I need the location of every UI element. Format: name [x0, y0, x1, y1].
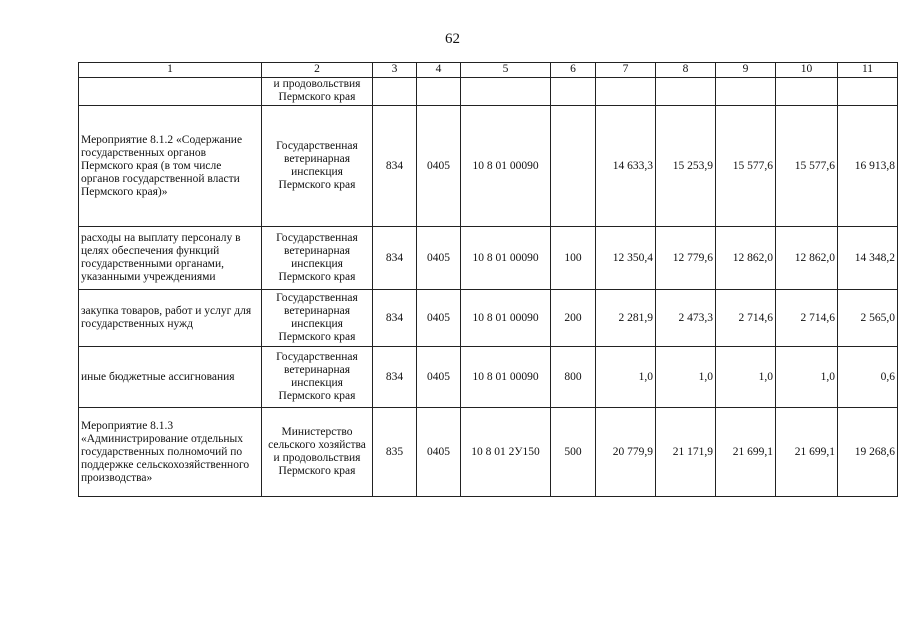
amount-cell: 12 862,0: [716, 227, 776, 290]
amount-cell: 2 473,3: [656, 290, 716, 347]
code-cell: [551, 78, 596, 106]
code-cell: 10 8 01 00090: [461, 290, 551, 347]
column-header: 9: [716, 63, 776, 78]
amount-cell: 2 565,0: [838, 290, 898, 347]
amount-cell: 1,0: [776, 347, 838, 408]
amount-cell: 12 350,4: [596, 227, 656, 290]
table-row: [79, 347, 898, 408]
code-cell: 100: [551, 227, 596, 290]
code-cell: [551, 106, 596, 227]
amount-cell: 15 577,6: [776, 106, 838, 227]
code-cell: 834: [373, 347, 417, 408]
code-cell: 834: [373, 227, 417, 290]
amount-cell: 12 862,0: [776, 227, 838, 290]
column-header: 3: [373, 63, 417, 78]
amount-cell: 21 699,1: [776, 408, 838, 497]
amount-cell: 1,0: [716, 347, 776, 408]
amount-cell: [838, 78, 898, 106]
amount-cell: 19 268,6: [838, 408, 898, 497]
activity-name-cell: расходы на выплату персоналу в целях обеспечения функций государственными органами, указанными учреждениями: [79, 227, 262, 290]
amount-cell: 1,0: [656, 347, 716, 408]
amount-cell: 14 633,3: [596, 106, 656, 227]
table-row: [79, 78, 898, 106]
code-cell: 800: [551, 347, 596, 408]
table-row: [79, 106, 898, 227]
code-cell: 10 8 01 00090: [461, 106, 551, 227]
code-cell: 10 8 01 2У150: [461, 408, 551, 497]
code-cell: 0405: [417, 227, 461, 290]
code-cell: 834: [373, 290, 417, 347]
table-row: [79, 227, 898, 290]
code-cell: [417, 78, 461, 106]
amount-cell: 1,0: [596, 347, 656, 408]
code-cell: 0405: [417, 408, 461, 497]
executor-cell: Государственная ветеринарная инспекция Пермского края: [262, 227, 373, 290]
activity-name-cell: [79, 78, 262, 106]
code-cell: 200: [551, 290, 596, 347]
code-cell: 834: [373, 106, 417, 227]
activity-name-cell: закупка товаров, работ и услуг для государственных нужд: [79, 290, 262, 347]
code-cell: 0405: [417, 347, 461, 408]
amount-cell: [716, 78, 776, 106]
column-header: 8: [656, 63, 716, 78]
column-header: 6: [551, 63, 596, 78]
amount-cell: 2 281,9: [596, 290, 656, 347]
code-cell: 500: [551, 408, 596, 497]
code-cell: 835: [373, 408, 417, 497]
column-header: 11: [838, 63, 898, 78]
table-row: [79, 408, 898, 497]
amount-cell: [596, 78, 656, 106]
column-header: 1: [79, 63, 262, 78]
column-number-row: [79, 63, 898, 78]
amount-cell: [776, 78, 838, 106]
activity-name-cell: Мероприятие 8.1.3 «Администрирование отдельных государственных полномочий по поддержке сельскохозяйственного производства»: [79, 408, 262, 497]
page-number: 62: [445, 31, 460, 47]
code-cell: [461, 78, 551, 106]
column-header: 10: [776, 63, 838, 78]
budget-table: [78, 62, 898, 497]
code-cell: 0405: [417, 290, 461, 347]
executor-cell: Министерство сельского хозяйства и продовольствия Пермского края: [262, 408, 373, 497]
code-cell: 10 8 01 00090: [461, 347, 551, 408]
executor-cell: Государственная ветеринарная инспекция Пермского края: [262, 290, 373, 347]
column-header: 4: [417, 63, 461, 78]
amount-cell: 15 253,9: [656, 106, 716, 227]
column-header: 7: [596, 63, 656, 78]
amount-cell: 21 171,9: [656, 408, 716, 497]
executor-cell: Государственная ветеринарная инспекция Пермского края: [262, 106, 373, 227]
activity-name-cell: Мероприятие 8.1.2 «Содержание государственных органов Пермского края (в том числе органов государственной власти Пермского края)»: [79, 106, 262, 227]
column-header: 5: [461, 63, 551, 78]
amount-cell: 14 348,2: [838, 227, 898, 290]
table-row: [79, 290, 898, 347]
executor-cell: и продовольствия Пермского края: [262, 78, 373, 106]
amount-cell: 16 913,8: [838, 106, 898, 227]
amount-cell: [656, 78, 716, 106]
amount-cell: 2 714,6: [776, 290, 838, 347]
amount-cell: 0,6: [838, 347, 898, 408]
code-cell: 0405: [417, 106, 461, 227]
column-header: 2: [262, 63, 373, 78]
executor-cell: Государственная ветеринарная инспекция Пермского края: [262, 347, 373, 408]
activity-name-cell: иные бюджетные ассигнования: [79, 347, 262, 408]
amount-cell: 20 779,9: [596, 408, 656, 497]
amount-cell: 2 714,6: [716, 290, 776, 347]
code-cell: 10 8 01 00090: [461, 227, 551, 290]
amount-cell: 15 577,6: [716, 106, 776, 227]
amount-cell: 21 699,1: [716, 408, 776, 497]
amount-cell: 12 779,6: [656, 227, 716, 290]
code-cell: [373, 78, 417, 106]
